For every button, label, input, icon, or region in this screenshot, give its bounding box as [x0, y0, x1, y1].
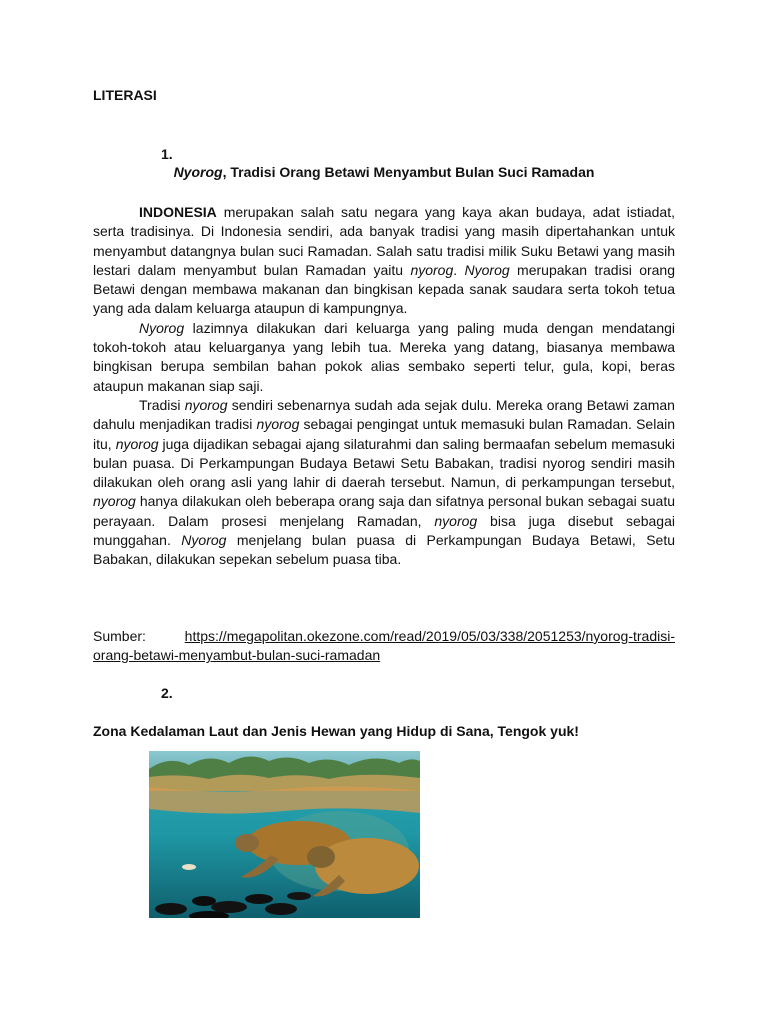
section-1-number: 1.	[161, 146, 173, 162]
source-label: Sumber:	[93, 628, 146, 644]
text: bisa juga disebut sebagai munggahan.	[93, 512, 675, 549]
sea-turtles-photo	[149, 751, 420, 918]
title-italic: Nyorog	[173, 164, 223, 180]
turtle-head	[307, 846, 335, 868]
paragraph-3	[93, 396, 675, 570]
paragraph-1	[93, 203, 675, 319]
italic-term: nyorog	[115, 435, 159, 452]
lead-word: INDONESIA	[139, 204, 217, 220]
text: lazimnya dilakukan dari keluarga yang paling muda dengan mendatangi tokoh-tokoh atau keluarganya yang lebih tua. Mereka yang datang, biasanya membawa bingkisan berupa sembilan bahan pokok alias sembako seperti telur, gula, kopi, beras ataupun makanan siap saji.	[93, 319, 675, 394]
text: sendiri sebenarnya sudah ada sejak dulu. Mereka orang Betawi zaman dahulu menjadikan tradisi	[93, 396, 675, 433]
text: sebagai pengingat untuk memasuki bulan Ramadan. Selain itu,	[93, 416, 676, 452]
text: Tradisi	[139, 396, 185, 413]
section-2-number: 2.	[161, 685, 173, 701]
italic-term: Nyorog	[139, 319, 185, 336]
article-body	[93, 203, 675, 570]
text: .	[453, 261, 465, 278]
text: hanya dilakukan oleh beberapa orang saja dan sifatnya personal bukan sebagai suatu perayaan. Dalam prosesi menjelang Ramadan,	[93, 493, 675, 529]
italic-term: nyorog	[410, 261, 454, 278]
section-2-title: Zona Kedalaman Laut dan Jenis Hewan yang Hidup di Sana, Tengok yuk!	[93, 723, 579, 739]
text: menjelang bulan puasa di Perkampungan Budaya Betawi, Setu Babakan, dilakukan sepekan sebelum puasa tiba.	[93, 532, 676, 568]
turtle-head	[235, 834, 259, 852]
page-heading: LITERASI	[93, 87, 157, 103]
italic-term: Nyorog	[181, 532, 227, 549]
italic-term: Nyorog	[464, 261, 510, 278]
source-link[interactable]: https://megapolitan.okezone.com/read/2019/05/03/338/2051253/nyorog-tradisi-orang-betawi-menyambut-bulan-suci-ramadan	[93, 628, 675, 664]
sea-turtles-illustration	[149, 751, 420, 918]
section-1-title	[93, 164, 675, 180]
italic-term: nyorog	[256, 416, 300, 433]
italic-term: nyorog	[184, 396, 228, 413]
text: merupakan tradisi orang Betawi dengan membawa makanan dan bingkisan kepada sanak saudara serta tokoh tetua yang ada dalam keluarga ataupun di kampungnya.	[93, 261, 676, 317]
text: merupakan salah satu negara yang kaya akan budaya, adat istiadat, serta tradisinya. Di Indonesia sendiri, ada banyak tradisi yang masih dipertahankan untuk menyambut datangnya bulan suci Ramadan. Salah satu tradisi milik Suku Betawi yang masih lestari dalam menyambut bulan Ramadan yaitu	[93, 204, 675, 278]
source-citation	[93, 627, 675, 666]
italic-term: nyorog	[434, 512, 478, 529]
text: juga dijadikan sebagai ajang silaturahmi dan saling bermaafan sebelum memasuki bulan puasa. Di Perkampungan Budaya Betawi Setu Babakan, tradisi nyorog sendiri masih dilakukan oleh orang asli yang lahir di daerah tersebut. Namun, di perkampungan tersebut,	[93, 435, 675, 491]
paragraph-2	[93, 319, 675, 396]
title-rest: , Tradisi Orang Betawi Menyambut Bulan Suci Ramadan	[222, 164, 595, 180]
italic-term: nyorog	[93, 493, 136, 510]
